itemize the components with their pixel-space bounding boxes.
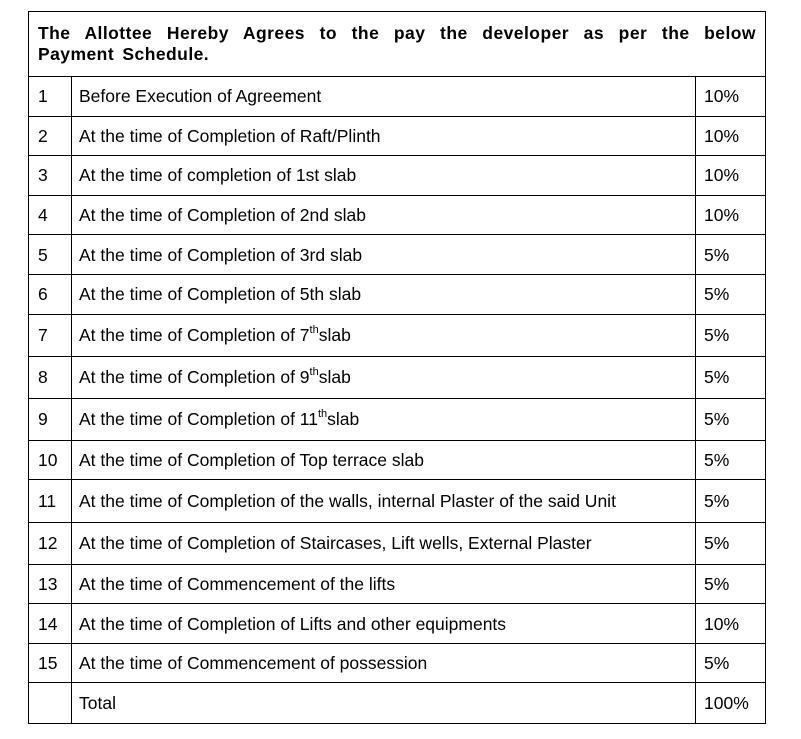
row-description: At the time of Completion of 2nd slab: [72, 195, 696, 235]
row-description: [72, 398, 696, 440]
table-row: [29, 314, 766, 356]
row-number: 9: [29, 398, 72, 440]
row-description-text: slab: [318, 325, 351, 346]
row-description: [72, 356, 696, 398]
row-number: 1: [29, 77, 72, 117]
row-description-text: slab: [327, 409, 360, 430]
row-description: At the time of completion of 1st slab: [72, 156, 696, 196]
total-percentage: 100%: [696, 683, 766, 724]
table-row: [29, 564, 766, 604]
row-number: 7: [29, 314, 72, 356]
row-percentage: 5%: [696, 480, 766, 522]
table-row: [29, 156, 766, 196]
table-row: [29, 274, 766, 314]
row-percentage: 10%: [696, 77, 766, 117]
row-description: At the time of Completion of the walls, internal Plaster of the said Unit: [72, 480, 696, 522]
table-row: [29, 235, 766, 275]
row-description: At the time of Completion of 3rd slab: [72, 235, 696, 275]
row-percentage: 5%: [696, 564, 766, 604]
row-percentage: 5%: [696, 235, 766, 275]
row-number: 12: [29, 522, 72, 564]
row-number: 5: [29, 235, 72, 275]
row-percentage: 5%: [696, 356, 766, 398]
schedule-heading: The Allottee Hereby Agrees to the pay the developer as per the below Payment Schedule.: [29, 12, 766, 77]
row-description: At the time of Completion of Raft/Plinth: [72, 116, 696, 156]
row-percentage: 5%: [696, 522, 766, 564]
row-number: 15: [29, 643, 72, 683]
table-row: [29, 440, 766, 480]
row-percentage: 5%: [696, 440, 766, 480]
row-percentage: 5%: [696, 274, 766, 314]
row-description-text: At the time of Completion of 11: [79, 409, 318, 430]
table-row: [29, 77, 766, 117]
row-number: 8: [29, 356, 72, 398]
row-number: 2: [29, 116, 72, 156]
total-row: [29, 683, 766, 724]
table-row: [29, 398, 766, 440]
table-row: [29, 522, 766, 564]
table-row: [29, 195, 766, 235]
row-percentage: 10%: [696, 116, 766, 156]
table-row: [29, 356, 766, 398]
row-percentage: 5%: [696, 314, 766, 356]
row-description: Before Execution of Agreement: [72, 77, 696, 117]
row-description: At the time of Commencement of the lifts: [72, 564, 696, 604]
table-header-row: [29, 12, 766, 77]
row-description: [72, 314, 696, 356]
table-row: [29, 116, 766, 156]
ordinal-suffix: th: [309, 324, 319, 337]
row-number: 4: [29, 195, 72, 235]
row-percentage: 5%: [696, 643, 766, 683]
row-number: 14: [29, 604, 72, 644]
row-number: 6: [29, 274, 72, 314]
total-label: Total: [72, 683, 696, 724]
row-percentage: 10%: [696, 195, 766, 235]
row-description: At the time of Commencement of possession: [72, 643, 696, 683]
row-number: 13: [29, 564, 72, 604]
total-number-cell: [29, 683, 72, 724]
table-row: [29, 604, 766, 644]
row-description: At the time of Completion of Lifts and other equipments: [72, 604, 696, 644]
row-description: At the time of Completion of 5th slab: [72, 274, 696, 314]
row-description: At the time of Completion of Staircases, Lift wells, External Plaster: [72, 522, 696, 564]
row-percentage: 10%: [696, 156, 766, 196]
row-percentage: 10%: [696, 604, 766, 644]
row-description-text: At the time of Completion of 7: [79, 325, 310, 346]
row-description-text: At the time of Completion of 9: [79, 367, 310, 388]
table-row: [29, 480, 766, 522]
payment-schedule-table: [28, 11, 766, 724]
table-row: [29, 643, 766, 683]
row-number: 10: [29, 440, 72, 480]
row-number: 3: [29, 156, 72, 196]
row-percentage: 5%: [696, 398, 766, 440]
row-description: At the time of Completion of Top terrace slab: [72, 440, 696, 480]
row-number: 11: [29, 480, 72, 522]
row-description-text: slab: [318, 367, 351, 388]
ordinal-suffix: th: [309, 366, 319, 379]
ordinal-suffix: th: [317, 408, 328, 421]
